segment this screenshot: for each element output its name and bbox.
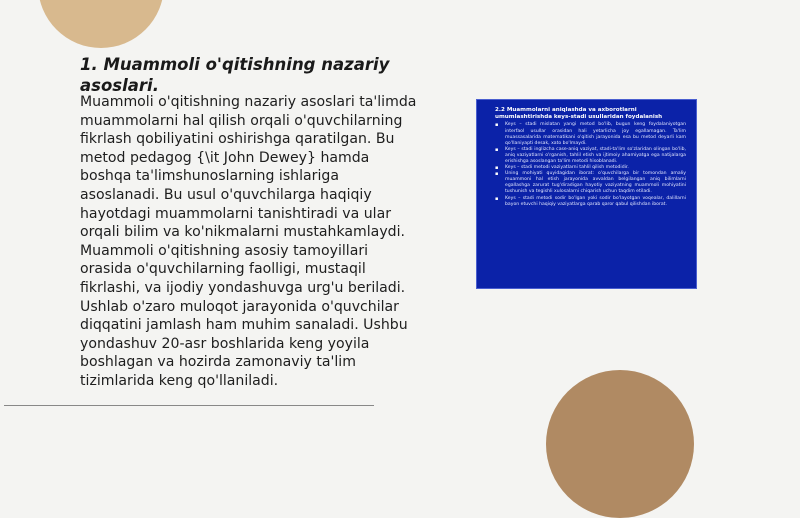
bullet-icon: ▪ — [495, 171, 499, 178]
bullet-icon: ▪ — [495, 146, 499, 153]
embedded-slide-item: ▪ Keys – stadi inglizcha case-aniq vaziyat, stadi-ta'lim so'zlaridan olingan bo'lib, aniq vaziyatlarni o'rganish, tahlil etish va ijtimoiy ahamiyatga ega natijalarga erishishga asoslangan ta'lim metodi hisoblanadi. — [495, 146, 686, 164]
bullet-icon: ▪ — [495, 165, 499, 172]
embedded-slide-item: ▪ Uning mohiyati quyidagidan iborat: o'quvchilarga bir tomondan amaliy muammoni hal etish jarayonida avvaldan belgilangan aniq bilimlarni egallashga zarurat tug'diradigan hayotiy vaziyatning muammoli mohiyatini tushunish va tegishli xulosalarni chiqarish uchun taqdim etiladi. — [495, 171, 686, 195]
decorative-divider-line — [4, 405, 374, 406]
embedded-slide-item: ▪ Keys – stadi metodi vaziyatlarni tahlil qilish metodidir. — [495, 165, 629, 172]
embedded-slide-item: ▪ Keys – stadi mislatan yangi metod bo'lib, bugun keng foydalaniyotgan interfaol usullar orasidan hali yetarlicha joy egallamagan. Ta'lim muassasalarida matematikani o'qitish jarayonida esa bu metod deyarli kam qo'llaniyapti desak, xato bo'lmaydi. — [495, 122, 686, 146]
embedded-slide-item: ▪ Keys – stadi metodi sodir bo'lgan yoki sodir bo'layotgan voqealar, dalillarni bayon etuvchi haqiqiy vaziyatlarga qarab qaror qabul qilishdan iborat. — [495, 195, 686, 207]
bullet-icon: ▪ — [495, 195, 499, 202]
decorative-circle-top — [38, 0, 164, 48]
bullet-icon: ▪ — [495, 122, 499, 129]
embedded-slide-image — [476, 99, 697, 289]
embedded-slide-list — [495, 122, 686, 207]
slide-body-text: Muammoli o'qitishning nazariy asoslari ta'limda muammolarni hal qilish orqali o'quvchilarning fikrlash qobiliyatini oshirishga qaratilgan. Bu metod pedagog {\it John Dewey} hamda boshqa ta'limshunoslarning ishlariga asoslanadi. Bu usul o'quvchilarga haqiqiy hayotdagi muammolarni tanishtiradi va ular orqali bilim va ko'nikmalarni mustahkamlaydi. Muammoli o'qitishning asosiy tamoyillari orasida o'quvchilarning faolligi, mustaqil fikrlashi, va ijodiy yondashuvga urg'u beriladi. Ushlab o'zaro muloqot jarayonida o'quvchilar diqqatini jamlash ham muhim sanaladi. Ushbu yondashuv 20-asr boshlarida keng yoyila boshlagan va hozirda zamonaviy ta'lim tizimlarida keng qo'llaniladi. — [80, 94, 417, 389]
embedded-slide-heading: 2.2 Muammolarni aniqlashda va axborotlarni umumlashtirishda keys-stadi usullaridan foydalanish — [495, 107, 663, 121]
slide-title: 1. Muammoli o'qitishning nazariy asoslari. — [80, 55, 390, 95]
decorative-circle-bottom — [546, 370, 694, 518]
